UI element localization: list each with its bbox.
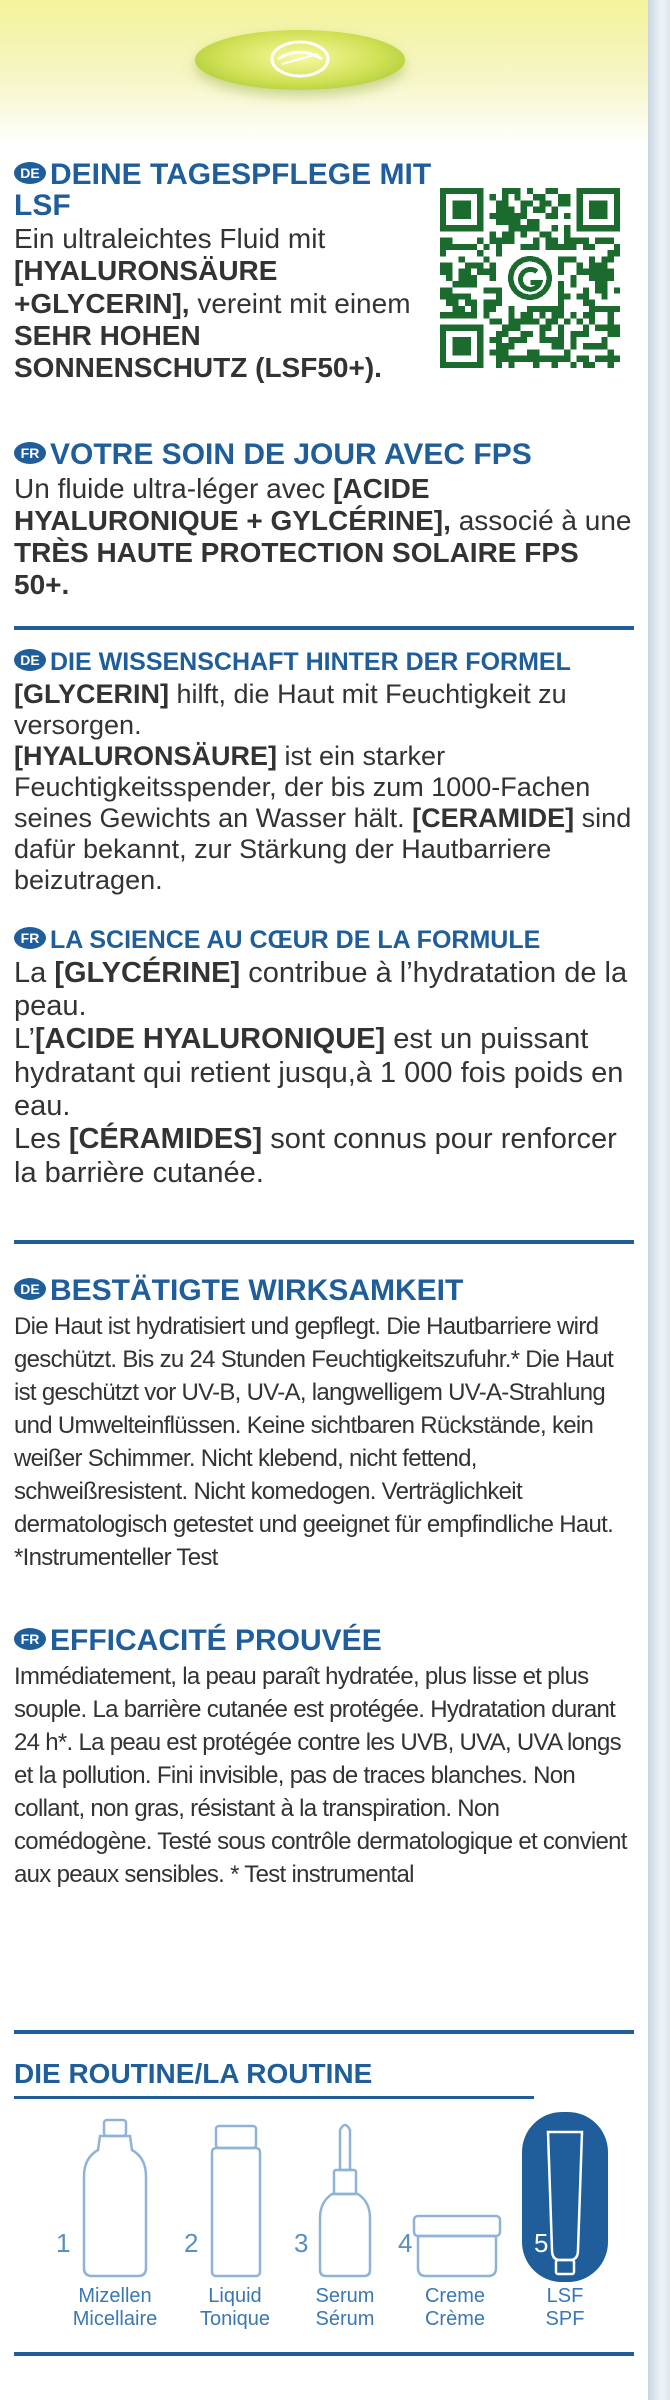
de-badge: DE [14, 1278, 46, 1300]
fr-intro-text [14, 473, 634, 602]
fr-efficacy-section [14, 1626, 634, 1891]
fr-science-p4: est un puissant hydratant qui retient jusqu,à 1 000 fois poids en eau. [14, 1023, 624, 1122]
step-label-fr: SPF [545, 2308, 585, 2330]
fr-badge: FR [14, 442, 46, 464]
divider [14, 1240, 634, 1244]
fr-intro-section [14, 440, 634, 601]
step-number: 5 [534, 2228, 549, 2258]
fr-intro-b2: TRÈS HAUTE PROTECTION SOLAIRE FPS 50+. [14, 536, 579, 601]
micellar-bottle-icon [60, 2110, 170, 2285]
step-label-fr: Sérum [315, 2308, 375, 2330]
de-efficacy-section [14, 1276, 634, 1574]
step-label-de: Creme [424, 2285, 485, 2307]
step-label-de: Serum [315, 2285, 375, 2307]
step-label [60, 2285, 170, 2331]
routine-underline [14, 2096, 534, 2099]
de-science-heading [14, 650, 634, 676]
fr-science-p2: contribue à l’hydratation de la peau. [14, 956, 628, 1022]
de-intro-heading-text: DEINE TAGESPFLEGE MIT LSF [14, 158, 432, 222]
step-label-de: Liquid [208, 2285, 262, 2307]
de-intro-text [14, 223, 434, 384]
fr-science-p6: sont connus pour renforcer la barrière cutanée. [14, 1123, 617, 1189]
fr-efficacy-heading-text: EFFICACITÉ PROUVÉE [50, 1624, 382, 1657]
step-label-de: LSF [546, 2285, 584, 2307]
box-edge [648, 0, 670, 2400]
fr-efficacy-heading [14, 1626, 634, 1657]
routine-title: DIE ROUTINE/LA ROUTINE [14, 2058, 373, 2089]
de-intro-p1: Ein ultraleichtes Fluid mit [14, 223, 326, 255]
divider [14, 626, 634, 630]
fr-intro-p1: Un fluide ultra-léger avec [14, 472, 334, 504]
routine-step-2 [180, 2110, 290, 2340]
fr-science-b2: [ACIDE HYALURONIQUE] [34, 1023, 386, 1056]
routine-steps [56, 2110, 620, 2340]
step-label [290, 2285, 400, 2331]
step-label [180, 2285, 290, 2331]
de-intro-p2: vereint mit einem [189, 287, 411, 319]
fr-science-p5: Les [14, 1123, 69, 1156]
step-label-fr: Crème [424, 2308, 485, 2330]
de-intro-b2: SEHR HOHEN SONNENSCHUTZ (LSF50+). [14, 319, 382, 383]
de-science-b2: [HYALURONSÄURE] [14, 740, 278, 771]
tube-icon [510, 2110, 620, 2285]
de-efficacy-heading-text: BESTÄTIGTE WIRKSAMKEIT [50, 1274, 464, 1307]
fr-science-b1: [GLYCÉRINE] [54, 956, 241, 989]
step-label [400, 2285, 510, 2331]
fr-badge: FR [14, 1628, 46, 1650]
de-intro-section [14, 160, 434, 384]
fr-efficacy-text: Immédiatement, la peau paraît hydratée, plus lisse et plus souple. La barrière cutanée est protégée. Hydratation durant 24 h*. La peau est protégée contre les UVB, UVA, UVA longs et la pollution. Fini invisible, pas de traces blanches. Non collant, non gras, résistant à la transpiration. Non comédogène. Testé sous contrôle dermatologique et convient aux peaux sensibles. * Test instrumental [14, 1662, 627, 1889]
fr-intro-heading [14, 440, 634, 471]
fr-science-text [14, 957, 634, 1190]
de-badge: DE [14, 649, 46, 671]
de-science-p2: ist ein starker Feuchtigkeitsspender, der bis zum 1000-Fachen seines Gewichts an Wasser hält. [14, 740, 591, 833]
qr-code[interactable] [440, 188, 620, 368]
routine-step-4 [400, 2110, 510, 2340]
fr-science-p3: L’ [14, 1023, 35, 1056]
routine-step-3 [290, 2110, 400, 2340]
de-science-p1: hilft, die Haut mit Feuchtigkeit zu versorgen. [14, 678, 567, 740]
de-efficacy-text: Die Haut ist hydratisiert und gepflegt. Die Hautbarriere wird geschützt. Bis zu 24 Stunden Feuchtigkeitszufuhr.* Die Haut ist geschützt vor UV-B, UV-A, langwelligem UV-A-Strahlung und Umwelteinflüssen. Keine sichtbaren Rückstände, kein weißer Schimmer. Nicht klebend, nicht fettend, schweißresistent. Nicht komedogen. Verträglichkeit dermatologisch getestet und geeignet für empfindliche Haut. *Instrumenteller Test [14, 1312, 614, 1572]
fr-science-heading-text: LA SCIENCE AU CŒUR DE LA FORMULE [50, 926, 541, 954]
fr-intro-b1: [ACIDE HYALURONIQUE + GYLCÉRINE], [14, 472, 451, 536]
de-intro-b1: [HYALURONSÄURE +GLYCERIN], [14, 255, 278, 319]
step-label-fr: Micellaire [72, 2308, 158, 2330]
leaf-logo-icon [260, 34, 340, 84]
step-number: 3 [294, 2228, 309, 2258]
de-science-text [14, 679, 634, 896]
routine-step-5 [510, 2110, 620, 2340]
fr-badge: FR [14, 927, 46, 949]
bottom-divider [14, 2352, 634, 2356]
de-badge: DE [14, 162, 46, 184]
fr-science-heading [14, 928, 634, 954]
routine-step-1 [56, 2110, 170, 2340]
fr-intro-p2: associé à une [450, 504, 632, 536]
step-number: 1 [56, 2228, 71, 2258]
step-number: 4 [398, 2228, 413, 2258]
step-number: 2 [184, 2228, 199, 2258]
fr-intro-heading-text: VOTRE SOIN DE JOUR AVEC FPS [50, 438, 532, 471]
de-science-section [14, 650, 634, 896]
divider [14, 2030, 634, 2034]
fr-science-b3: [CÉRAMIDES] [68, 1123, 263, 1156]
fr-science-section [14, 928, 634, 1190]
fr-science-p1: La [14, 956, 55, 989]
step-label [510, 2285, 620, 2331]
de-intro-heading [14, 160, 434, 221]
de-science-heading-text: DIE WISSENSCHAFT HINTER DER FORMEL [50, 648, 571, 676]
de-science-b1: [GLYCERIN] [14, 678, 170, 709]
cream-jar-icon [400, 2110, 510, 2285]
de-science-p3: sind dafür bekannt, zur Stärkung der Hautbarriere beizutragen. [14, 802, 632, 895]
de-efficacy-heading [14, 1276, 634, 1307]
de-science-b3: [CERAMIDE] [412, 802, 575, 833]
step-label-de: Mizellen [78, 2285, 152, 2307]
step-label-fr: Tonique [199, 2308, 271, 2330]
